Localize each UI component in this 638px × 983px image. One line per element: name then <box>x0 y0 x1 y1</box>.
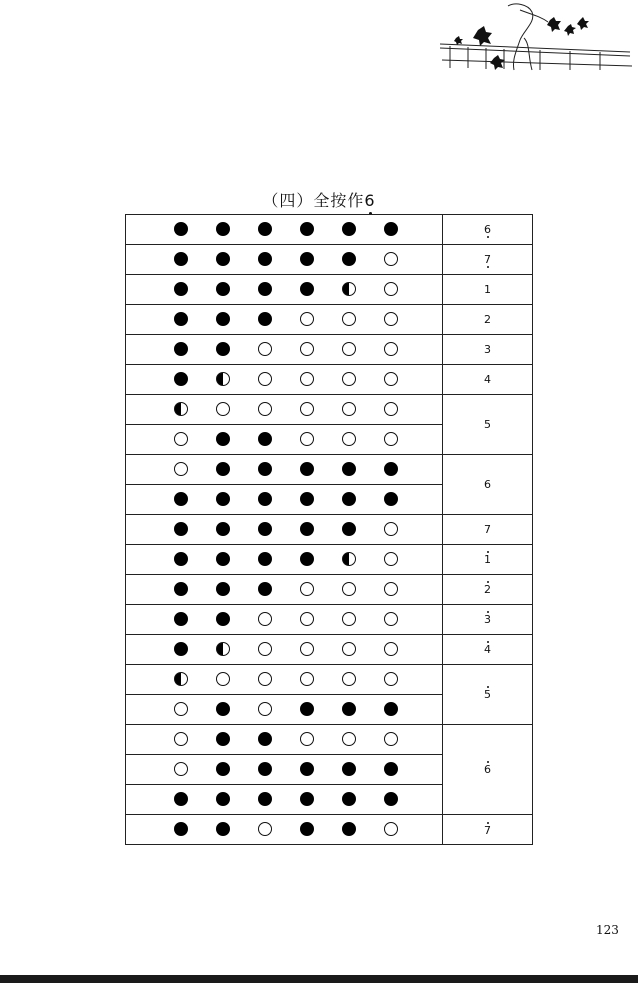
hole-closed <box>174 822 188 836</box>
hole-closed <box>174 312 188 326</box>
hole-closed <box>384 222 398 236</box>
hole-open <box>342 402 356 416</box>
hole-open <box>384 312 398 326</box>
hole-closed <box>216 342 230 356</box>
hole-half <box>342 282 356 296</box>
hole-open <box>300 402 314 416</box>
note-label: 1 <box>484 283 491 296</box>
hole-open <box>258 402 272 416</box>
hole-closed <box>300 552 314 566</box>
hole-open <box>300 582 314 596</box>
fingering-row <box>126 725 442 755</box>
hole-closed <box>258 312 272 326</box>
hole-closed <box>174 552 188 566</box>
note-cell <box>443 815 532 845</box>
note-label: 5 <box>484 688 491 701</box>
hole-closed <box>384 492 398 506</box>
note-label: 6 <box>484 763 491 776</box>
fingering-chart <box>125 214 533 845</box>
fingering-row <box>126 515 442 545</box>
hole-open <box>342 342 356 356</box>
hole-closed <box>174 582 188 596</box>
hole-open <box>342 642 356 656</box>
note-label: 7 <box>484 253 491 266</box>
note-cell <box>443 635 532 665</box>
hole-open <box>258 372 272 386</box>
page-number: 123 <box>596 923 619 937</box>
note-cell <box>443 515 532 545</box>
hole-closed <box>300 492 314 506</box>
hole-closed <box>216 762 230 776</box>
hole-closed <box>342 222 356 236</box>
note-cell <box>443 605 532 635</box>
fingering-row <box>126 545 442 575</box>
title-text: （四）全按作 <box>262 191 365 210</box>
hole-closed <box>216 702 230 716</box>
note-cell <box>443 665 532 725</box>
fingering-row <box>126 335 442 365</box>
hole-closed <box>300 252 314 266</box>
note-label: 4 <box>484 373 491 386</box>
fingering-row <box>126 635 442 665</box>
hole-closed <box>342 462 356 476</box>
hole-closed <box>216 582 230 596</box>
fingering-row <box>126 785 442 815</box>
hole-closed <box>216 822 230 836</box>
note-cell <box>443 335 532 365</box>
title-note: 6 <box>364 191 376 210</box>
chart-title <box>0 188 638 211</box>
hole-half <box>342 552 356 566</box>
hole-open <box>384 372 398 386</box>
hole-closed <box>258 432 272 446</box>
note-label: 6 <box>484 223 491 236</box>
hole-closed <box>300 522 314 536</box>
fingering-row <box>126 275 442 305</box>
hole-half <box>216 372 230 386</box>
hole-closed <box>216 432 230 446</box>
hole-closed <box>300 702 314 716</box>
hole-open <box>174 762 188 776</box>
hole-open <box>300 672 314 686</box>
hole-closed <box>174 612 188 626</box>
hole-closed <box>174 492 188 506</box>
hole-open <box>384 282 398 296</box>
hole-closed <box>174 282 188 296</box>
fingering-row <box>126 755 442 785</box>
hole-open <box>258 642 272 656</box>
hole-closed <box>216 732 230 746</box>
note-label: 3 <box>484 613 491 626</box>
hole-open <box>342 432 356 446</box>
hole-closed <box>300 222 314 236</box>
hole-closed <box>384 792 398 806</box>
page-bottom-edge <box>0 975 638 983</box>
fingering-row <box>126 245 442 275</box>
hole-open <box>384 822 398 836</box>
fingering-row <box>126 455 442 485</box>
hole-closed <box>258 732 272 746</box>
hole-closed <box>174 252 188 266</box>
hole-open <box>216 402 230 416</box>
hole-closed <box>384 702 398 716</box>
fingering-row <box>126 665 442 695</box>
hole-closed <box>258 282 272 296</box>
hole-open <box>216 672 230 686</box>
fingering-row <box>126 365 442 395</box>
hole-closed <box>342 252 356 266</box>
note-cell <box>443 365 532 395</box>
hole-closed <box>216 312 230 326</box>
hole-open <box>258 702 272 716</box>
hole-closed <box>258 792 272 806</box>
hole-open <box>258 822 272 836</box>
hole-open <box>342 672 356 686</box>
hole-closed <box>174 642 188 656</box>
hole-closed <box>216 792 230 806</box>
note-cell <box>443 305 532 335</box>
hole-closed <box>258 552 272 566</box>
hole-open <box>174 462 188 476</box>
hole-half <box>174 672 188 686</box>
hole-closed <box>216 522 230 536</box>
hole-open <box>384 732 398 746</box>
hole-open <box>258 612 272 626</box>
hole-closed <box>258 222 272 236</box>
hole-closed <box>300 822 314 836</box>
note-label: 4 <box>484 643 491 656</box>
hole-closed <box>174 372 188 386</box>
hole-closed <box>216 252 230 266</box>
note-cell <box>443 725 532 815</box>
hole-closed <box>216 462 230 476</box>
fingering-row <box>126 215 442 245</box>
hole-open <box>174 702 188 716</box>
hole-closed <box>258 492 272 506</box>
hole-closed <box>258 762 272 776</box>
note-label: 6 <box>484 478 491 491</box>
hole-half <box>216 642 230 656</box>
note-label: 5 <box>484 418 491 431</box>
hole-open <box>384 342 398 356</box>
fingering-row <box>126 695 442 725</box>
hole-closed <box>342 762 356 776</box>
note-cell <box>443 275 532 305</box>
hole-open <box>384 672 398 686</box>
hole-closed <box>258 522 272 536</box>
hole-closed <box>258 582 272 596</box>
hole-closed <box>342 522 356 536</box>
hole-open <box>300 612 314 626</box>
hole-closed <box>174 342 188 356</box>
hole-open <box>342 372 356 386</box>
fingering-row <box>126 485 442 515</box>
hole-closed <box>300 282 314 296</box>
fingering-row <box>126 305 442 335</box>
hole-closed <box>300 462 314 476</box>
note-cell <box>443 395 532 455</box>
hole-closed <box>384 462 398 476</box>
hole-open <box>300 312 314 326</box>
note-cell <box>443 455 532 515</box>
hole-closed <box>258 462 272 476</box>
hole-closed <box>342 822 356 836</box>
hole-open <box>342 312 356 326</box>
hole-open <box>342 582 356 596</box>
hole-closed <box>258 252 272 266</box>
hole-open <box>300 732 314 746</box>
hole-closed <box>216 492 230 506</box>
note-label: 7 <box>484 523 491 536</box>
hole-open <box>174 732 188 746</box>
hole-closed <box>216 282 230 296</box>
hole-open <box>384 432 398 446</box>
hole-open <box>384 252 398 266</box>
fingering-row <box>126 425 442 455</box>
fingering-row <box>126 575 442 605</box>
hole-closed <box>342 492 356 506</box>
fingering-row <box>126 395 442 425</box>
note-label: 3 <box>484 343 491 356</box>
hole-open <box>300 432 314 446</box>
hole-open <box>384 552 398 566</box>
hole-open <box>300 372 314 386</box>
hole-open <box>384 612 398 626</box>
hole-open <box>342 612 356 626</box>
hole-open <box>174 432 188 446</box>
note-cell <box>443 545 532 575</box>
hole-closed <box>342 792 356 806</box>
hole-open <box>342 732 356 746</box>
note-label: 2 <box>484 313 491 326</box>
hole-closed <box>216 222 230 236</box>
hole-closed <box>216 612 230 626</box>
note-label: 2 <box>484 583 491 596</box>
fingering-row <box>126 605 442 635</box>
note-cell <box>443 215 532 245</box>
hole-closed <box>300 792 314 806</box>
note-cell <box>443 575 532 605</box>
hole-open <box>384 642 398 656</box>
corner-illustration <box>420 0 638 72</box>
hole-closed <box>174 522 188 536</box>
hole-open <box>384 522 398 536</box>
hole-closed <box>174 792 188 806</box>
hole-open <box>258 342 272 356</box>
hole-open <box>300 642 314 656</box>
hole-closed <box>342 702 356 716</box>
hole-closed <box>384 762 398 776</box>
fingering-row <box>126 815 442 845</box>
hole-open <box>384 582 398 596</box>
hole-closed <box>216 552 230 566</box>
hole-open <box>384 402 398 416</box>
hole-open <box>300 342 314 356</box>
note-cell <box>443 245 532 275</box>
hole-half <box>174 402 188 416</box>
hole-closed <box>174 222 188 236</box>
note-label: 1 <box>484 553 491 566</box>
hole-open <box>258 672 272 686</box>
note-label: 7 <box>484 823 491 837</box>
hole-closed <box>300 762 314 776</box>
